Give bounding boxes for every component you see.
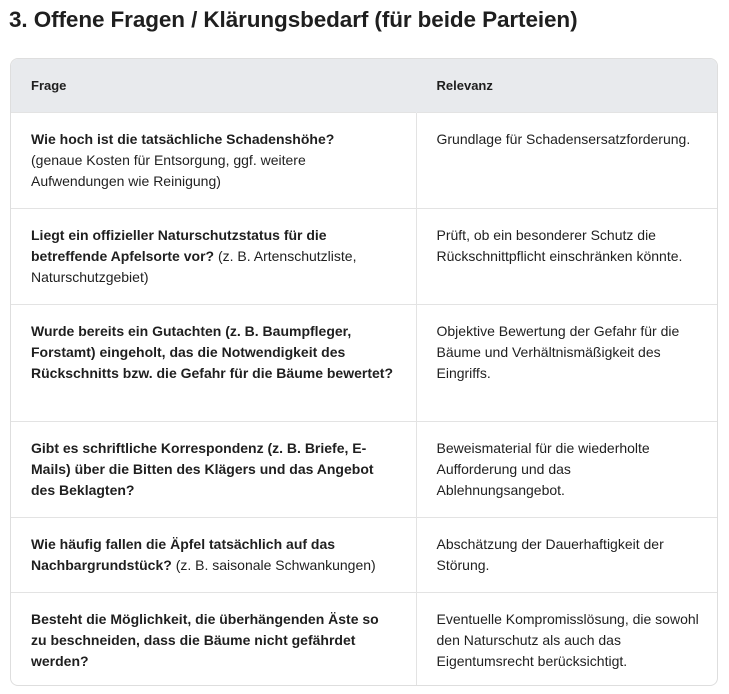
question-cell bbox=[11, 592, 416, 686]
table-header-row bbox=[11, 59, 718, 112]
relevance-cell: Grundlage für Schadensersatzforderung. bbox=[416, 112, 718, 208]
question-cell bbox=[11, 112, 416, 208]
relevance-cell: Beweismaterial für die wiederholte Aufforderung und das Ablehnungsangebot. bbox=[416, 421, 718, 517]
table-body bbox=[11, 112, 718, 686]
question-cell bbox=[11, 517, 416, 592]
question-detail-text: (genaue Kosten für Entsorgung, ggf. weitere Aufwendungen wie Reinigung) bbox=[31, 151, 306, 189]
question-bold-text: Gibt es schriftliche Korrespondenz (z. B. Briefe, E-Mails) über die Bitten des Klägers und das Angebot des Beklagten? bbox=[31, 439, 374, 498]
table-row bbox=[11, 421, 718, 517]
table-header bbox=[11, 59, 718, 112]
question-bold-text: Besteht die Möglichkeit, die überhängenden Äste so zu beschneiden, dass die Bäume nicht gefährdet werden? bbox=[31, 610, 379, 669]
table-row bbox=[11, 112, 718, 208]
question-cell bbox=[11, 304, 416, 421]
question-detail-text: (z. B. Artenschutzliste, Naturschutzgebiet) bbox=[31, 247, 357, 285]
column-header-frage: Frage bbox=[11, 59, 416, 112]
table-row bbox=[11, 208, 718, 304]
question-cell bbox=[11, 208, 416, 304]
question-bold-text: Wie hoch ist die tatsächliche Schadenshöhe? bbox=[31, 130, 335, 147]
question-cell bbox=[11, 421, 416, 517]
relevance-cell: Abschätzung der Dauerhaftigkeit der Störung. bbox=[416, 517, 718, 592]
question-detail-text: (z. B. saisonale Schwankungen) bbox=[175, 556, 376, 573]
relevance-cell: Eventuelle Kompromisslösung, die sowohl den Naturschutz als auch das Eigentumsrecht berücksichtigt. bbox=[416, 592, 718, 686]
question-bold-text: Wie häufig fallen die Äpfel tatsächlich auf das Nachbargrundstück? bbox=[31, 535, 336, 573]
section-heading: 3. Offene Fragen / Klärungsbedarf (für beide Parteien) bbox=[9, 7, 578, 32]
question-bold-text: Liegt ein offizieller Naturschutzstatus für die betreffende Apfelsorte vor? bbox=[31, 226, 327, 264]
relevance-cell: Objektive Bewertung der Gefahr für die Bäume und Verhältnismäßigkeit des Eingriffs. bbox=[416, 304, 718, 421]
table-row bbox=[11, 592, 718, 686]
table-row bbox=[11, 517, 718, 592]
questions-table bbox=[11, 59, 718, 686]
question-bold-text: Wurde bereits ein Gutachten (z. B. Baumpfleger, Forstamt) eingeholt, das die Notwendigkeit des Rückschnitts bzw. die Gefahr für die Bäume bewertet? bbox=[31, 322, 393, 381]
column-header-relevanz: Relevanz bbox=[436, 77, 493, 93]
relevance-cell: Prüft, ob ein besonderer Schutz die Rückschnittpflicht einschränken könnte. bbox=[416, 208, 718, 304]
table-row bbox=[11, 304, 718, 421]
questions-table-card bbox=[10, 58, 718, 686]
